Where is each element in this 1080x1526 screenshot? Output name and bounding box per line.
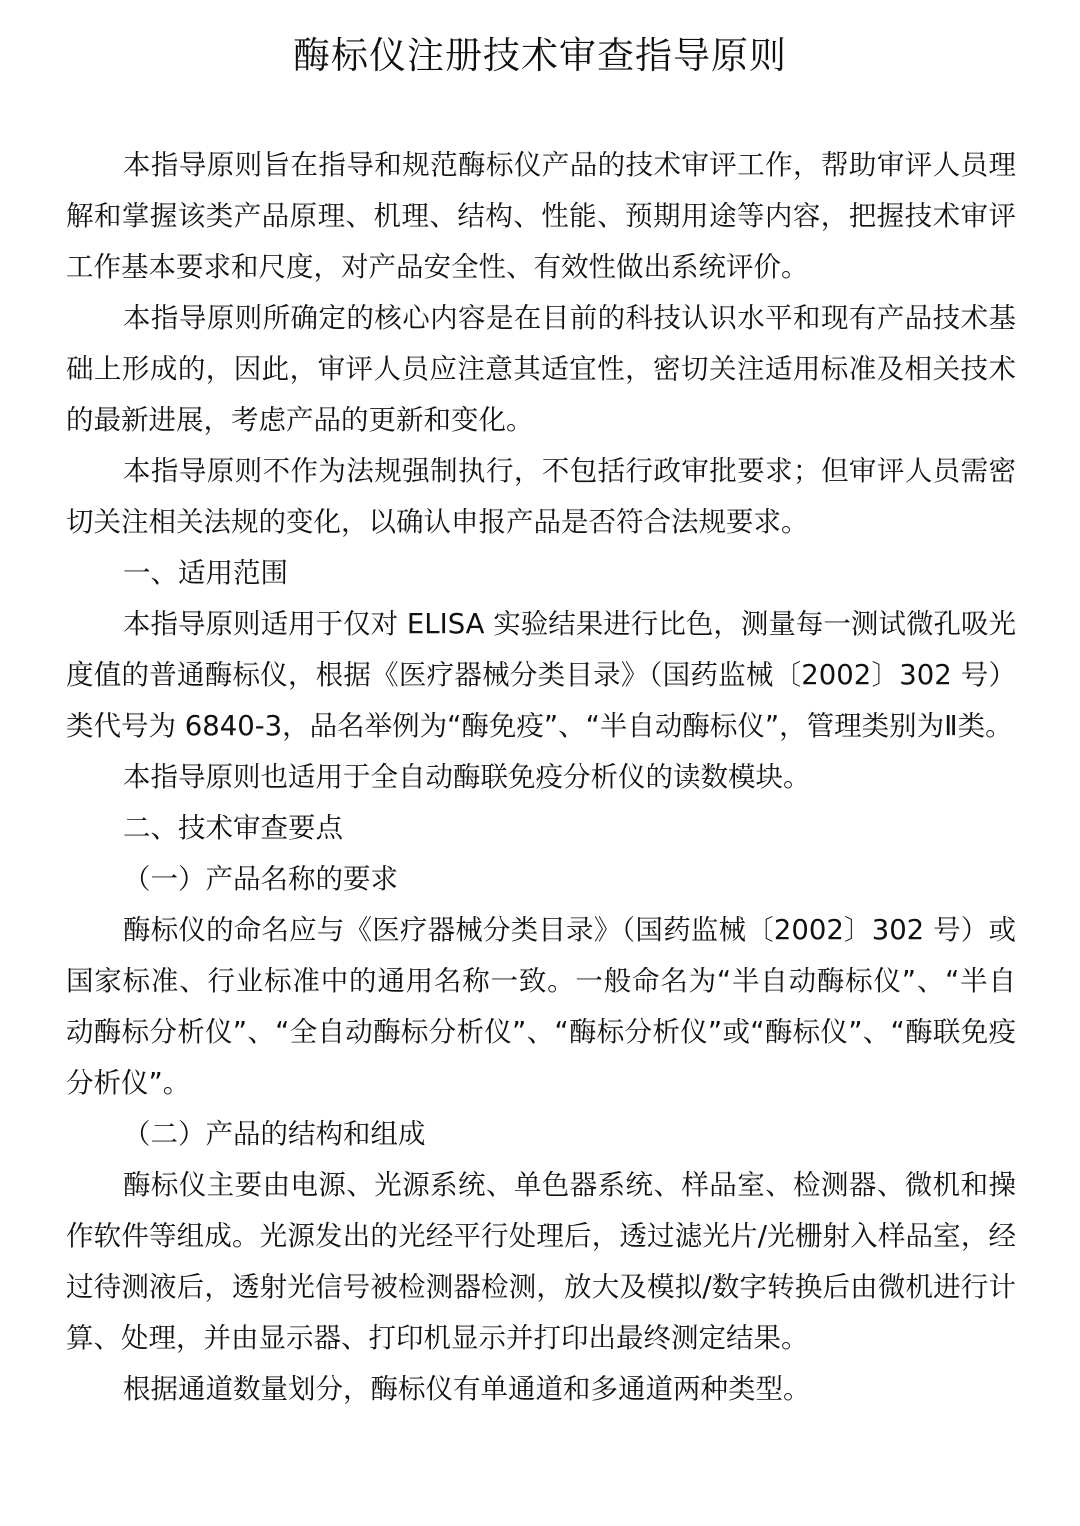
document-body [66, 140, 1016, 1415]
paragraph-structure-composition: 酶标仪主要由电源、光源系统、单色器系统、样品室、检测器、微机和操作软件等组成。光源发出的光经平行处理后，透过滤光片/光栅射入样品室，经过待测液后，透射光信号被检测器检测，放大及模拟/数字转换后由微机进行计算、处理，并由显示器、打印机显示并打印出最终测定结果。 [66, 1169, 1016, 1354]
subsection-heading-structure: （二）产品的结构和组成 [123, 1118, 426, 1150]
paragraph-scope-applicability: 本指导原则适用于仅对 ELISA 实验结果进行比色，测量每一测试微孔吸光度值的普通酶标仪，根据《医疗器械分类目录》（国药监械〔2002〕302 号）类代号为 6840-3，品名举例为“酶免疫”、“半自动酶标仪”，管理类别为Ⅱ类。 [66, 608, 1016, 742]
section-heading-scope: 一、适用范围 [123, 557, 288, 589]
document-title: 酶标仪注册技术审查指导原则 [293, 34, 787, 77]
paragraph-intro-regulation: 本指导原则不作为法规强制执行，不包括行政审批要求；但审评人员需密切关注相关法规的变化，以确认申报产品是否符合法规要求。 [66, 455, 1016, 538]
section-heading-review-points: 二、技术审查要点 [123, 812, 343, 844]
paragraph-intro-core-content: 本指导原则所确定的核心内容是在目前的科技认识水平和现有产品技术基础上形成的，因此，审评人员应注意其适宜性，密切关注适用标准及相关技术的最新进展，考虑产品的更新和变化。 [66, 302, 1016, 436]
subsection-heading-product-name: （一）产品名称的要求 [123, 863, 398, 895]
paragraph-product-name: 酶标仪的命名应与《医疗器械分类目录》（国药监械〔2002〕302 号）或国家标准、行业标准中的通用名称一致。一般命名为“半自动酶标仪”、“半自动酶标分析仪”、“全自动酶标分析仪”、“酶标分析仪”或“酶标仪”、“酶联免疫分析仪”。 [66, 914, 1016, 1099]
paragraph-scope-reading-module: 本指导原则也适用于全自动酶联免疫分析仪的读数模块。 [123, 761, 811, 793]
paragraph-channel-types: 根据通道数量划分，酶标仪有单通道和多通道两种类型。 [123, 1373, 811, 1405]
paragraph-intro-purpose: 本指导原则旨在指导和规范酶标仪产品的技术审评工作，帮助审评人员理解和掌握该类产品原理、机理、结构、性能、预期用途等内容，把握技术审评工作基本要求和尺度，对产品安全性、有效性做出系统评价。 [66, 149, 1016, 283]
